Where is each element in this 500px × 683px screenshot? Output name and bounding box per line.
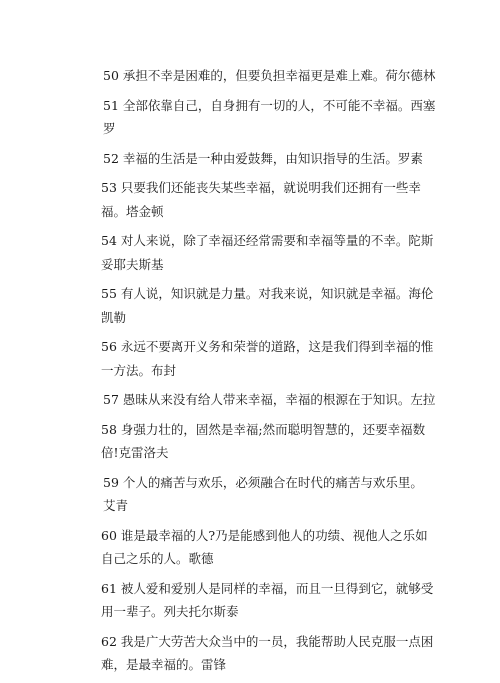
quote-list: [103, 64, 438, 683]
quote-55: 55 有人说，知识就是力量。对我来说，知识就是幸福。海伦凯勒: [101, 286, 434, 325]
quote-60: 60 谁是最幸福的人?乃是能感到他人的功绩、视他人之乐如自己之乐的人。歌德: [101, 527, 428, 566]
quote-54: 54 对人来说，除了幸福还经常需要和幸福等量的不幸。陀斯妥耶夫斯基: [101, 233, 434, 272]
quote-61: 61 被人爱和爱别人是同样的幸福，而且一旦得到它，就够受用一辈子。列夫托尔斯泰: [101, 580, 434, 619]
quote-51: 51 全部依靠自己，自身拥有一切的人，不可能不幸福。西塞罗: [103, 97, 436, 136]
quote-56: 56 永远不要离开义务和荣誉的道路，这是我们得到幸福的惟一方法。布封: [101, 339, 434, 378]
quote-50: 50 承担不幸是困难的，但要负担幸福更是难上难。荷尔德林: [103, 68, 436, 83]
quote-62: 62 我是广大劳苦大众当中的一员，我能帮助人民克服一点困难，是最幸福的。雷锋: [101, 633, 434, 672]
quote-53: 53 只要我们还能丧失某些幸福，就说明我们还拥有一些幸福。塔金顿: [101, 180, 421, 219]
quote-59: 59 个人的痛苦与欢乐，必须融合在时代的痛苦与欢乐里。 艾青: [103, 474, 423, 513]
quote-58: 58 身强力壮的，固然是幸福;然而聪明智慧的，还要幸福数倍!克雷洛夫: [101, 421, 426, 460]
quote-57: 57 愚昧从来没有给人带来幸福，幸福的根源在于知识。左拉: [103, 392, 436, 407]
quote-52: 52 幸福的生活是一种由爱鼓舞，由知识指导的生活。罗素: [103, 150, 423, 166]
